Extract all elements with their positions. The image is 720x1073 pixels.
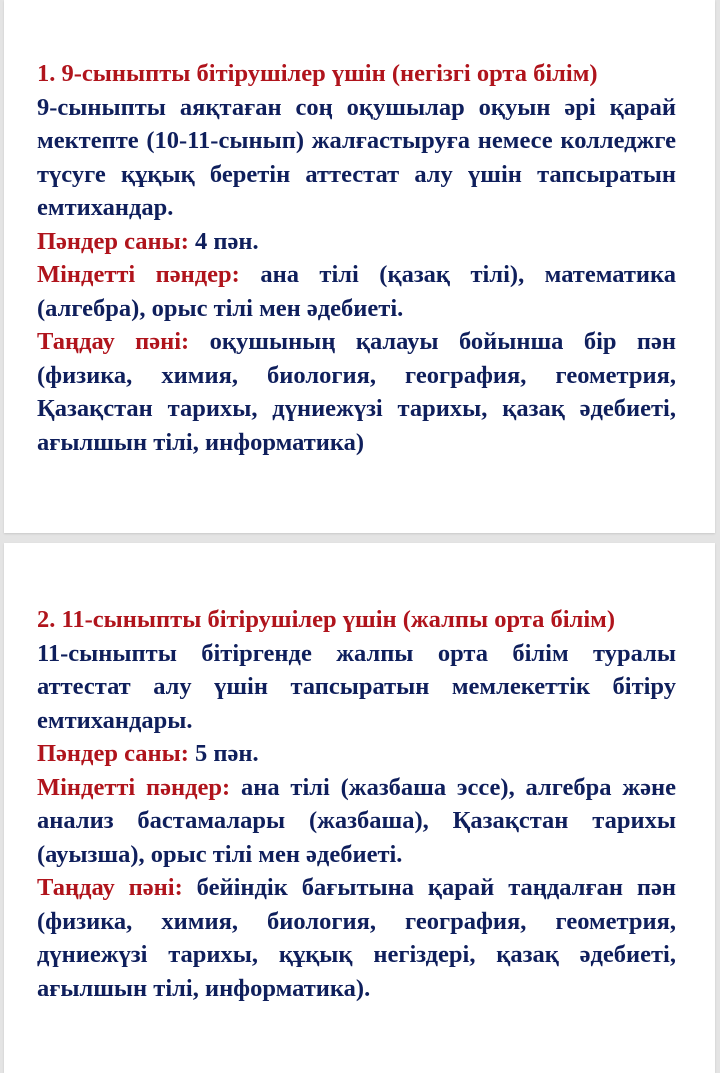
elective-label: Таңдау пәні: xyxy=(37,328,190,355)
subject-count-label: Пәндер саны: xyxy=(37,740,189,767)
mandatory-label: Міндетті пәндер: xyxy=(37,261,240,288)
subject-count-unit: пән. xyxy=(213,740,259,767)
subject-count-line xyxy=(37,225,676,259)
subject-count-value: 4 xyxy=(195,227,208,255)
section-heading: 2. 11-сыныпты бітірушілер үшін (жалпы орта білім) xyxy=(37,606,615,633)
subject-count-line xyxy=(37,737,676,771)
elective-subject xyxy=(37,325,676,459)
document-page-2 xyxy=(4,543,715,1073)
section-heading: 1. 9-сыныпты бітірушілер үшін (негізгі орта білім) xyxy=(37,60,598,87)
document-page-1 xyxy=(4,0,715,533)
section-description: 9-сыныпты аяқтаған соң оқушылар оқуын әрі қарай мектепте (10-11-сынып) жалғастыруға немесе колледжге түсуге құқық беретін аттестат алу үшін тапсыратын емтихандар. xyxy=(37,93,676,221)
elective-label: Таңдау пәні: xyxy=(37,874,183,901)
section-description: 11-сыныпты бітіргенде жалпы орта білім туралы аттестат алу үшін тапсыратын мемлекеттік бітіру емтихандары. xyxy=(37,639,676,734)
mandatory-subjects xyxy=(37,771,676,872)
subject-count-unit: пән. xyxy=(213,227,259,255)
page-content xyxy=(37,603,676,1005)
elective-text: оқушының қалауы бойынша бір пән (физика, химия, биология, география, геометрия, Қазақстан тарихы, дүниежүзі тарихы, қазақ әдебиеті, ағылшын тілі, информатика) xyxy=(37,328,677,456)
mandatory-subjects xyxy=(37,258,676,325)
elective-subject xyxy=(37,871,676,1005)
subject-count-label: Пәндер саны: xyxy=(37,227,189,255)
subject-count-value: 5 xyxy=(195,740,208,767)
mandatory-text: ана тілі (жазбаша эссе), алгебра және анализ бастамалары (жазбаша), Қазақстан тарихы (ауызша), орыс тілі мен әдебиеті. xyxy=(37,773,676,868)
page-content xyxy=(37,57,676,459)
mandatory-label: Міндетті пәндер: xyxy=(37,773,231,801)
mandatory-text: ана тілі (қазақ тілі), математика (алгебра), орыс тілі мен әдебиеті. xyxy=(37,261,676,322)
elective-text: бейіндік бағытына қарай таңдалған пән (физика, химия, биология, география, геометрия, дүниежүзі тарихы, құқық негіздері, қазақ әдебиеті, ағылшын тілі, информатика). xyxy=(37,874,677,1002)
